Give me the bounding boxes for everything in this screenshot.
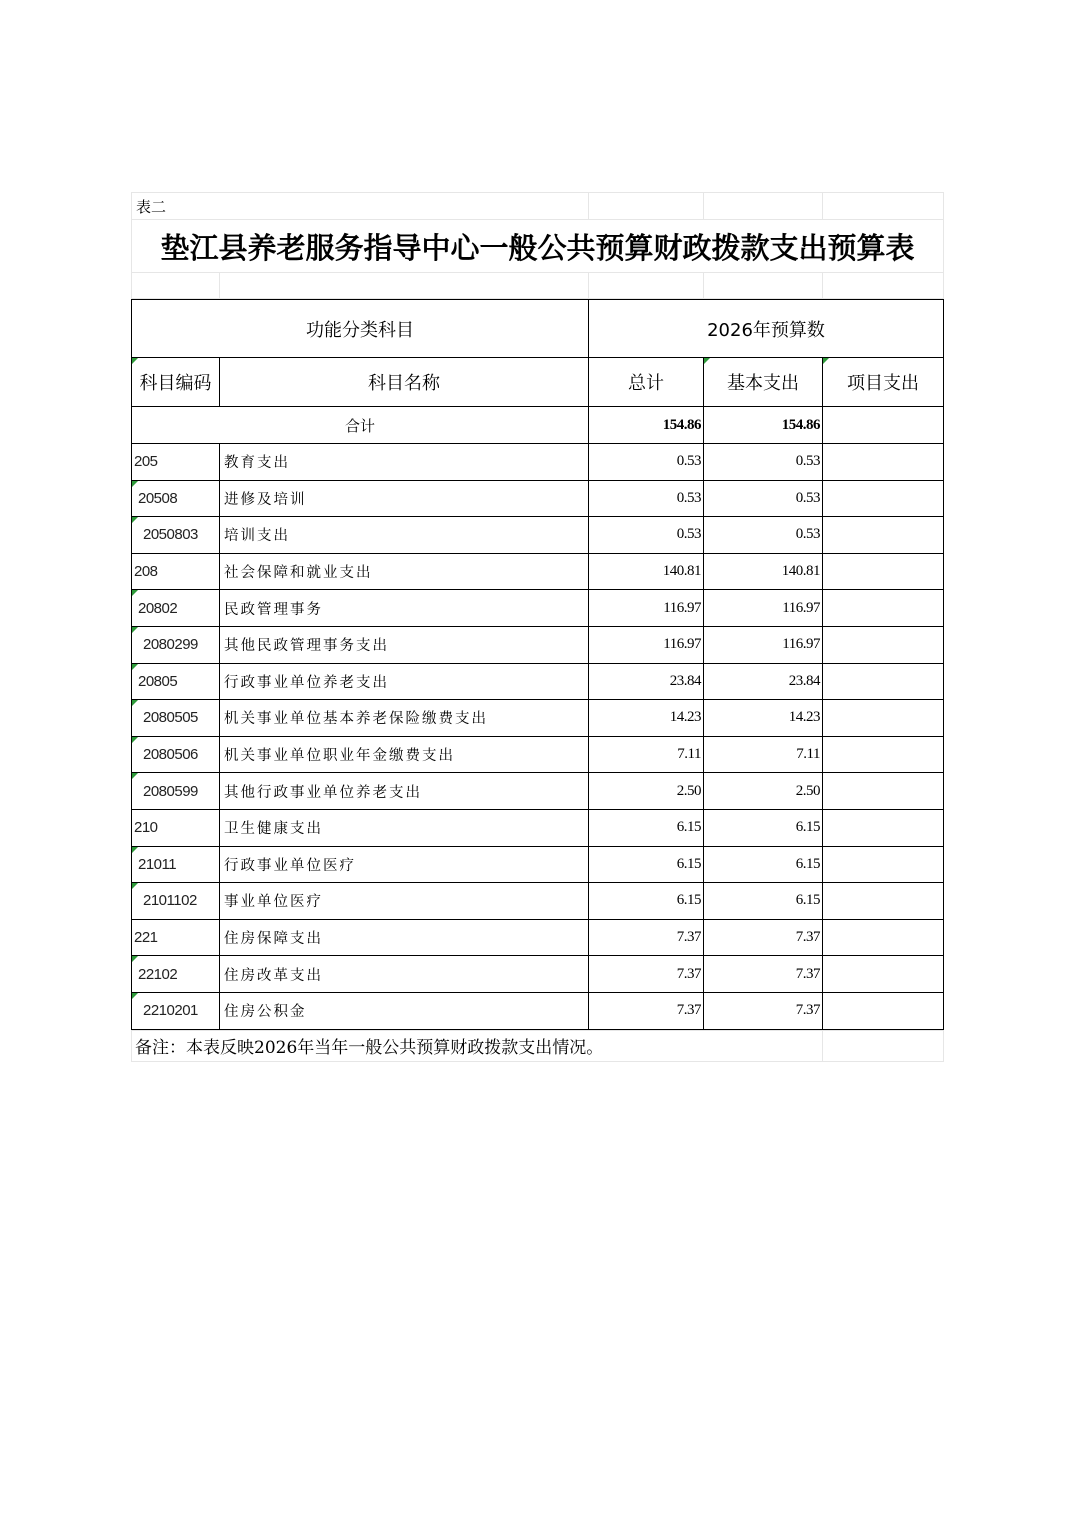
header-project: 项目支出	[823, 358, 944, 407]
row-code: 2080506	[132, 736, 220, 773]
row-project	[823, 992, 944, 1029]
table-row	[132, 809, 944, 846]
row-basic: 14.23	[704, 700, 823, 737]
table-row	[132, 846, 944, 883]
row-total: 0.53	[589, 480, 704, 517]
table-row	[132, 700, 944, 737]
page-title: 垫江县养老服务指导中心一般公共预算财政拨款支出预算表	[132, 220, 944, 273]
row-project	[823, 444, 944, 481]
table-row	[132, 919, 944, 956]
row-code: 210	[132, 809, 220, 846]
row-code: 2080505	[132, 700, 220, 737]
row-total: 7.37	[589, 992, 704, 1029]
sheet-footer-area	[131, 1030, 944, 1062]
row-project	[823, 736, 944, 773]
total-project	[823, 407, 944, 444]
header-total: 总计	[589, 358, 704, 407]
header-functional-category: 功能分类科目	[132, 300, 589, 358]
cell-marker-icon	[132, 700, 138, 706]
row-name: 进修及培训	[220, 480, 589, 517]
row-name: 住房保障支出	[220, 919, 589, 956]
row-basic: 140.81	[704, 553, 823, 590]
row-project	[823, 626, 944, 663]
row-total: 6.15	[589, 809, 704, 846]
row-project	[823, 517, 944, 554]
table-row	[132, 956, 944, 993]
row-total: 6.15	[589, 883, 704, 920]
row-basic: 0.53	[704, 444, 823, 481]
row-name: 住房改革支出	[220, 956, 589, 993]
row-code: 2101102	[132, 883, 220, 920]
row-code: 20802	[132, 590, 220, 627]
header-columns-row	[132, 358, 944, 407]
row-name: 卫生健康支出	[220, 809, 589, 846]
budget-sheet	[131, 192, 943, 1062]
cell-marker-icon	[132, 737, 138, 743]
cell-marker-icon	[132, 993, 138, 999]
table-row	[132, 992, 944, 1029]
row-project	[823, 553, 944, 590]
total-label: 合计	[132, 407, 589, 444]
cell-marker-icon	[132, 517, 138, 523]
cell-marker-icon	[132, 358, 138, 364]
row-project	[823, 883, 944, 920]
row-code: 2080299	[132, 626, 220, 663]
row-name: 住房公积金	[220, 992, 589, 1029]
row-code: 22102	[132, 956, 220, 993]
table-row	[132, 553, 944, 590]
row-code: 2210201	[132, 992, 220, 1029]
row-name: 其他民政管理事务支出	[220, 626, 589, 663]
cell-marker-icon	[132, 627, 138, 633]
header-code: 科目编码	[132, 358, 220, 407]
row-basic: 7.11	[704, 736, 823, 773]
row-project	[823, 663, 944, 700]
row-name: 行政事业单位养老支出	[220, 663, 589, 700]
row-code: 205	[132, 444, 220, 481]
row-total: 7.11	[589, 736, 704, 773]
row-basic: 0.53	[704, 517, 823, 554]
row-basic: 23.84	[704, 663, 823, 700]
row-name: 事业单位医疗	[220, 883, 589, 920]
row-total: 116.97	[589, 590, 704, 627]
header-name: 科目名称	[220, 358, 589, 407]
row-name: 社会保障和就业支出	[220, 553, 589, 590]
row-basic: 7.37	[704, 956, 823, 993]
row-total: 7.37	[589, 956, 704, 993]
row-basic: 116.97	[704, 626, 823, 663]
cell-marker-icon	[704, 358, 710, 364]
table-row	[132, 773, 944, 810]
table-row	[132, 444, 944, 481]
row-total: 116.97	[589, 626, 704, 663]
row-name: 机关事业单位基本养老保险缴费支出	[220, 700, 589, 737]
cell-marker-icon	[823, 358, 829, 364]
row-total: 0.53	[589, 444, 704, 481]
row-total: 23.84	[589, 663, 704, 700]
row-basic: 6.15	[704, 809, 823, 846]
row-project	[823, 700, 944, 737]
footnote: 备注：本表反映2026年当年一般公共预算财政拨款支出情况。	[132, 1030, 823, 1061]
row-name: 机关事业单位职业年金缴费支出	[220, 736, 589, 773]
row-project	[823, 590, 944, 627]
row-basic: 2.50	[704, 773, 823, 810]
row-basic: 7.37	[704, 992, 823, 1029]
row-project	[823, 956, 944, 993]
total-row	[132, 407, 944, 444]
row-code: 208	[132, 553, 220, 590]
header-group-row	[132, 300, 944, 358]
row-project	[823, 773, 944, 810]
header-basic: 基本支出	[704, 358, 823, 407]
row-project	[823, 846, 944, 883]
row-project	[823, 480, 944, 517]
cell-marker-icon	[132, 773, 138, 779]
row-project	[823, 919, 944, 956]
row-code: 2080599	[132, 773, 220, 810]
total-basic: 154.86	[704, 407, 823, 444]
row-name: 培训支出	[220, 517, 589, 554]
table-row	[132, 626, 944, 663]
table-row	[132, 736, 944, 773]
row-total: 2.50	[589, 773, 704, 810]
row-basic: 6.15	[704, 846, 823, 883]
cell-marker-icon	[132, 481, 138, 487]
row-name: 教育支出	[220, 444, 589, 481]
table-row	[132, 517, 944, 554]
cell-marker-icon	[132, 590, 138, 596]
table-row	[132, 663, 944, 700]
budget-table	[131, 299, 944, 1030]
row-name: 民政管理事务	[220, 590, 589, 627]
row-total: 0.53	[589, 517, 704, 554]
cell-marker-icon	[132, 883, 138, 889]
cell-marker-icon	[132, 847, 138, 853]
table-row	[132, 883, 944, 920]
total-sum: 154.86	[589, 407, 704, 444]
header-budget-year: 2026年预算数	[589, 300, 944, 358]
row-basic: 6.15	[704, 883, 823, 920]
row-basic: 0.53	[704, 480, 823, 517]
table-row	[132, 590, 944, 627]
row-code: 20508	[132, 480, 220, 517]
cell-marker-icon	[132, 956, 138, 962]
table-row	[132, 480, 944, 517]
row-total: 6.15	[589, 846, 704, 883]
row-code: 20805	[132, 663, 220, 700]
row-name: 其他行政事业单位养老支出	[220, 773, 589, 810]
cell-marker-icon	[132, 664, 138, 670]
budget-rows	[132, 444, 944, 1030]
row-code: 2050803	[132, 517, 220, 554]
row-name: 行政事业单位医疗	[220, 846, 589, 883]
row-code: 221	[132, 919, 220, 956]
row-total: 140.81	[589, 553, 704, 590]
row-basic: 116.97	[704, 590, 823, 627]
table-label: 表二	[132, 193, 589, 220]
row-code: 21011	[132, 846, 220, 883]
row-total: 14.23	[589, 700, 704, 737]
row-project	[823, 809, 944, 846]
row-total: 7.37	[589, 919, 704, 956]
row-basic: 7.37	[704, 919, 823, 956]
sheet-header-area	[131, 192, 944, 299]
